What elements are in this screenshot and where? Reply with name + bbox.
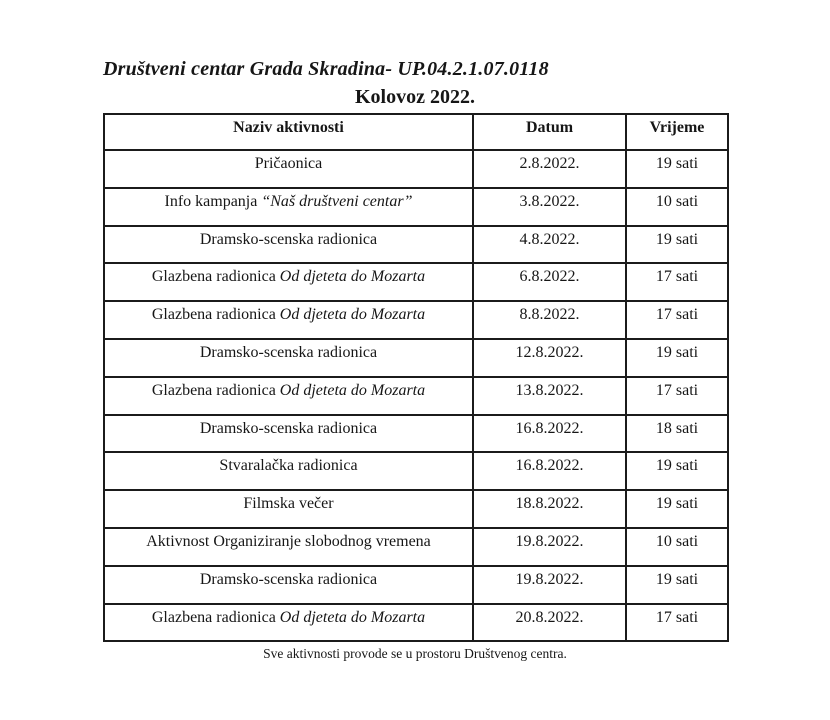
activity-name-cell xyxy=(104,188,473,226)
activity-name-text: Pričaonica xyxy=(254,155,323,172)
date-cell: 13.8.2022. xyxy=(473,377,626,415)
date-cell: 20.8.2022. xyxy=(473,604,626,642)
date-cell: 2.8.2022. xyxy=(473,150,626,188)
date-cell: 16.8.2022. xyxy=(473,415,626,453)
column-header-vrijeme: Vrijeme xyxy=(626,114,728,150)
activity-name-cell xyxy=(104,150,473,188)
activity-name-italic: Od djeteta do Mozarta xyxy=(279,608,426,626)
time-cell: 17 sati xyxy=(626,301,728,339)
activity-name-text: Dramsko-scenska radionica xyxy=(199,570,378,588)
time-cell: 19 sati xyxy=(626,150,728,188)
date-cell: 12.8.2022. xyxy=(473,339,626,377)
page-subtitle: Kolovoz 2022. xyxy=(355,86,475,108)
header-row xyxy=(104,114,728,150)
table-row xyxy=(104,452,728,490)
activity-name-italic: “Naš društveni centar” xyxy=(261,192,413,210)
time-cell: 17 sati xyxy=(626,263,728,301)
activity-name-cell xyxy=(104,604,473,642)
activity-name-cell xyxy=(104,377,473,415)
activity-name-cell xyxy=(104,226,473,264)
time-cell: 19 sati xyxy=(626,226,728,264)
table-row xyxy=(104,263,728,301)
activity-name-italic: Od djeteta do Mozarta xyxy=(279,381,426,399)
column-header-datum: Datum xyxy=(473,114,626,150)
activity-name-text: Aktivnost Organiziranje slobodnog vremena xyxy=(146,532,431,550)
activity-name-text: Dramsko-scenska radionica xyxy=(199,343,378,361)
column-header-naziv-aktivnosti: Naziv aktivnosti xyxy=(104,114,473,150)
table-row xyxy=(104,566,728,604)
activity-name-italic: Od djeteta do Mozarta xyxy=(279,306,426,324)
date-cell: 6.8.2022. xyxy=(473,263,626,301)
activity-name-text: Glazbena radionica xyxy=(151,381,280,399)
date-cell: 19.8.2022. xyxy=(473,566,626,604)
table-row xyxy=(104,339,728,377)
schedule-table xyxy=(103,113,729,642)
table-row xyxy=(104,490,728,528)
activity-name-cell xyxy=(104,528,473,566)
date-cell: 4.8.2022. xyxy=(473,226,626,264)
activity-name-text: Info kampanja xyxy=(164,192,262,210)
schedule-table-body xyxy=(104,150,728,641)
time-cell: 17 sati xyxy=(626,604,728,642)
activity-name-cell xyxy=(104,452,473,490)
table-row xyxy=(104,226,728,264)
time-cell: 19 sati xyxy=(626,339,728,377)
date-cell: 19.8.2022. xyxy=(473,528,626,566)
table-row xyxy=(104,150,728,188)
footer-note: Sve aktivnosti provode se u prostoru Društvenog centra. xyxy=(263,646,567,661)
activity-name-text: Glazbena radionica xyxy=(151,268,280,286)
activity-name-cell xyxy=(104,415,473,453)
activity-name-text: Glazbena radionica xyxy=(151,306,280,324)
table-row xyxy=(104,528,728,566)
page-title: Društveni centar Grada Skradina- UP.04.2.1.07.0118 xyxy=(103,58,549,80)
activity-name-italic: Od djeteta do Mozarta xyxy=(279,268,426,286)
table-row xyxy=(104,377,728,415)
time-cell: 19 sati xyxy=(626,452,728,490)
table-row xyxy=(104,301,728,339)
date-cell: 8.8.2022. xyxy=(473,301,626,339)
date-cell: 16.8.2022. xyxy=(473,452,626,490)
activity-name-cell xyxy=(104,490,473,528)
time-cell: 19 sati xyxy=(626,490,728,528)
activity-name-cell xyxy=(104,263,473,301)
activity-name-text: Dramsko-scenska radionica xyxy=(199,419,378,437)
activity-name-text: Dramsko-scenska radionica xyxy=(199,230,378,248)
activity-name-text: Glazbena radionica xyxy=(151,608,280,626)
time-cell: 19 sati xyxy=(626,566,728,604)
time-cell: 17 sati xyxy=(626,377,728,415)
date-cell: 3.8.2022. xyxy=(473,188,626,226)
time-cell: 10 sati xyxy=(626,528,728,566)
time-cell: 18 sati xyxy=(626,415,728,453)
activity-name-text: Filmska večer xyxy=(243,495,334,513)
date-cell: 18.8.2022. xyxy=(473,490,626,528)
table-row xyxy=(104,188,728,226)
activity-name-cell xyxy=(104,566,473,604)
table-row xyxy=(104,415,728,453)
activity-name-cell xyxy=(104,301,473,339)
activity-name-text: Stvaralačka radionica xyxy=(219,457,358,475)
time-cell: 10 sati xyxy=(626,188,728,226)
table-row xyxy=(104,604,728,642)
activity-name-cell xyxy=(104,339,473,377)
